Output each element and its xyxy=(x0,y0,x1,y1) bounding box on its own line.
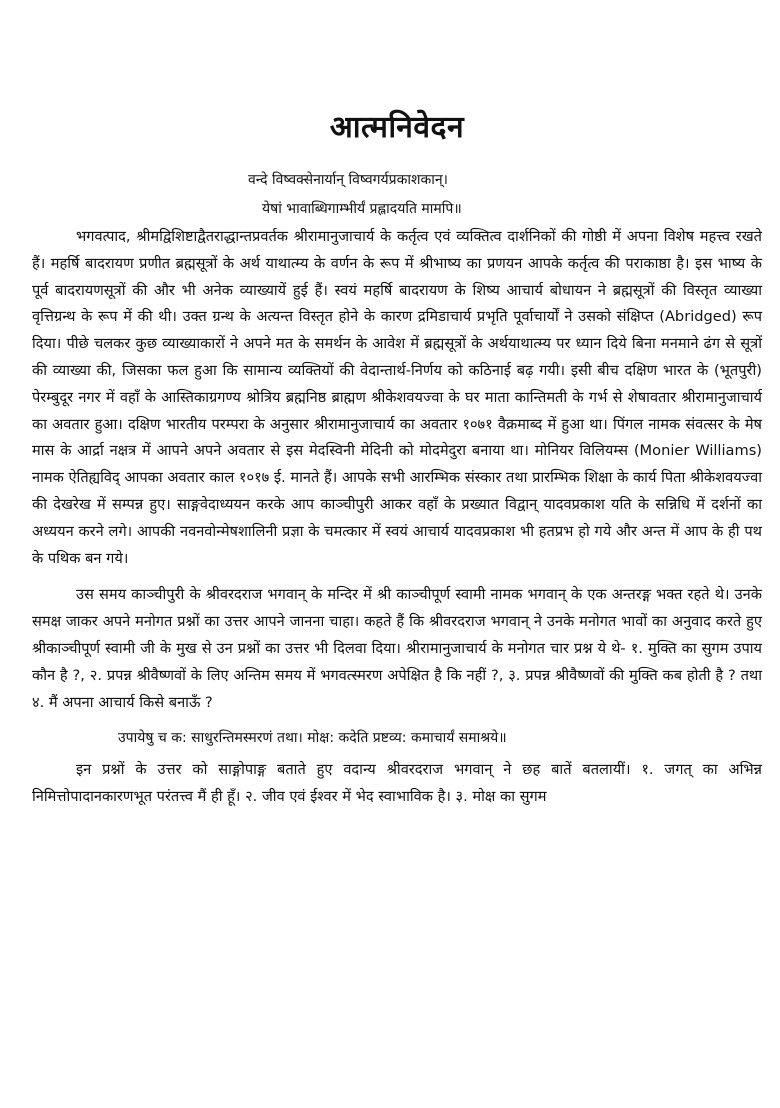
body-paragraph-1: भगवत्पाद, श्रीमद्विशिष्टाद्वैतराद्धान्तप्रवर्तक श्रीरामानुजाचार्य के कर्तृत्व एवं व्यक्तित्व दार्शनिकों की गोष्ठी में अपना विशेष महत्त्व रखते हैं। महर्षि बादरायण प्रणीत ब्रह्मसूत्रों के अर्थ याथात्म्य के वर्णन के रूप में श्रीभाष्य का प्रणयन आपके कर्तृत्व की पराकाष्ठा है। इस भाष्य के पूर्व बादरायणसूत्रों की और भी अनेक व्याख्यायें हुई हैं। स्वयं महर्षि बादरायण के शिष्य आचार्य बोधायन ने ब्रह्मसूत्रों की विस्तृत व्याख्या वृत्तिग्रन्थ के रूप में की थी। उक्त ग्रन्थ के अत्यन्त विस्तृत होने के कारण द्रमिडाचार्य प्रभृति पूर्वाचार्यों ने उसको संक्षिप्त (Abridged) रूप दिया। पीछे चलकर कुछ व्याख्याकारों ने अपने मत के समर्थन के आवेश में ब्रह्मसूत्रों के अर्थयाथात्म्य पर ध्यान दिये बिना मनमाने ढंग से सूत्रों की व्याख्या की, जिसका फल हुआ कि सामान्य व्यक्तियों की वेदान्तार्थ-निर्णय को कठिनाई बढ़ गयी। इसी बीच दक्षिण भारत के (भूतपुरी) पेरम्बुदूर नगर में वहाँ के आस्तिकाग्रगण्य श्रोत्रिय ब्रह्मनिष्ठ ब्राह्मण श्रीकेशवयज्वा के घर माता कान्तिमती के गर्भ से शेषावतार श्रीरामानुजाचार्य का अवतार हुआ। दक्षिण भारतीय परम्परा के अनुसार श्रीरामानुजाचार्य का अवतार १०७१ वैक्रमाब्द में हुआ था। पिंगल नामक संवत्सर के मेष मास के आर्द्रा नक्षत्र में आपने अपने अवतार से इस मेदस्विनी मेदिनी को मोदमेदुरा बनाया था। मोनियर विलियम्स (Monier Williams) नामक ऐतिह्यविद् आपका अवतार काल १०१७ ई. मानते हैं। आपके सभी आरम्भिक संस्कार तथा प्रारम्भिक शिक्षा के कार्य पिता श्रीकेशवयज्वा की देखरेख में सम्पन्न हुए। साङ्गवेदाध्ययन करके आप काञ्चीपुरी आकर वहाँ के प्रख्यात विद्वान् यादवप्रकाश यति के सन्निधि में दर्शनों का अध्ययन करने लगे। आपकी नवनवोन्मेषशालिनी प्रज्ञा के चमत्कार में स्वयं आचार्य यादवप्रकाश भी हतप्रभ हो गये और अन्त में आप के ही पथ के पथिक बन गये। xyxy=(32,228,762,567)
invocation-verse-line-1: वन्दे विष्वक्सेनार्यान् विष्वगर्यप्रकाशकान्। xyxy=(248,172,448,188)
body-paragraph-2: उस समय काञ्चीपुरी के श्रीवरदराज भगवान् के मन्दिर में श्री काञ्चीपूर्ण स्वामी नामक भगवान् के एक अन्तरङ्ग भक्त रहते थे। उनके समक्ष जाकर अपने मनोगत प्रश्नों का उत्तर आपने जानना चाहा। कहते हैं कि श्रीवरदराज भगवान् ने उनके मनोगत भावों का अनुवाद करते हुए श्रीकाञ्चीपूर्ण स्वामी जी के मुख से उन प्रश्नों का उत्तर भी दिलवा दिया। श्रीरामानुजाचार्य के मनोगत चार प्रश्न ये थे- १. मुक्ति का सुगम उपाय कौन है ?, २. प्रपन्न श्रीवैष्णवों के लिए अन्तिम समय में भगवत्स्मरण अपेक्षित है कि नहीं ?, ३. प्रपन्न श्रीवैष्णवों की मुक्ति कब होती है ? तथा ४. मैं अपना आचार्य किसे बनाऊँ ? xyxy=(32,586,762,711)
invocation-verse-line-2: येषां भावाब्धिगाम्भीर्यं प्रह्लादयति मामपि॥ xyxy=(262,201,462,217)
questions-verse: उपायेषु च क: साधुरन्तिमस्मरणं तथा। मोक्ष: कदेति प्रष्टव्य: कमाचार्यं समाश्रये॥ xyxy=(118,730,507,747)
body-paragraph-3: इन प्रश्नों के उत्तर को साङ्गोपाङ्ग बताते हुए वदान्य श्रीवरदराज भगवान् ने छह बातें बतलायीं। १. जगत् का अभिन्न निमित्तोपादानकारणभूत परंतत्त्व मैं ही हूँ। २. जीव एवं ईश्वर में भेद स्वाभाविक है। ३. मोक्ष का सुगम xyxy=(32,761,762,806)
page-title: आत्मनिवेदन xyxy=(329,110,465,145)
